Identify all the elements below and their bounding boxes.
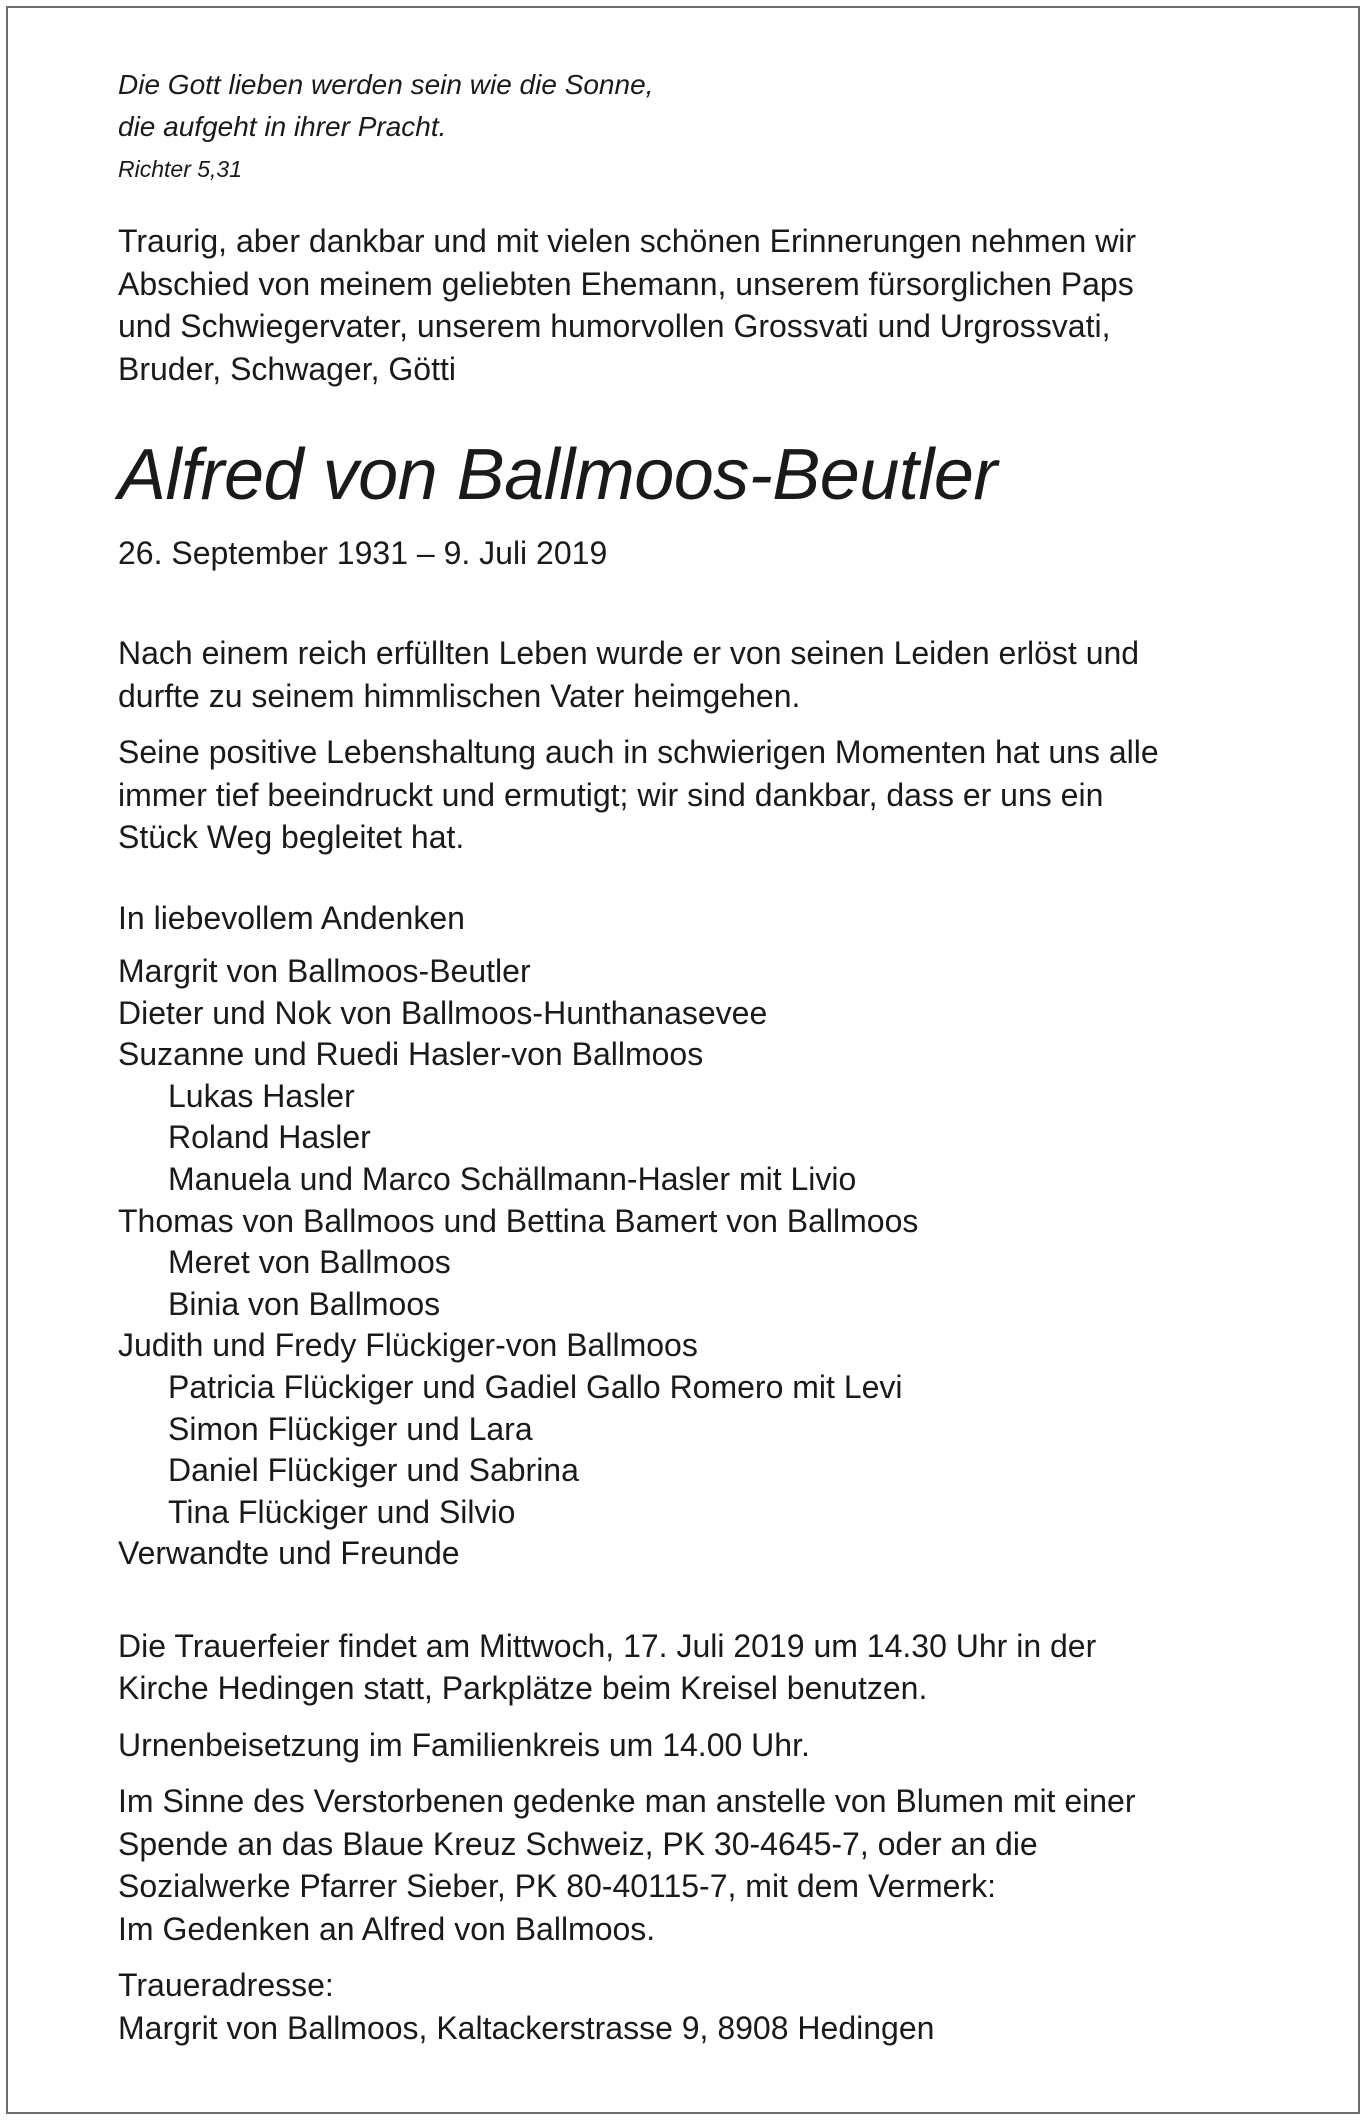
quote-reference: Richter 5,31 — [118, 156, 243, 182]
mourner-name: Judith und Fredy Flückiger-von Ballmoos — [118, 1327, 698, 1364]
mourner-name: Dieter und Nok von Ballmoos-Hunthanasevee — [118, 994, 768, 1031]
deceased-name: Alfred von Ballmoos-Beutler — [118, 435, 997, 515]
mourner-name: Tina Flückiger und Silvio — [168, 1493, 516, 1530]
text-line: durfte zu seinem himmlischen Vater heimgehen. — [118, 677, 801, 714]
text-line: und Schwiegervater, unserem humorvollen Grossvati und Urgrossvati, — [118, 308, 1111, 344]
text-line: Bruder, Schwager, Götti — [118, 350, 456, 387]
text-line: Kirche Hedingen statt, Parkplätze beim Kreisel benutzen. — [118, 1670, 928, 1707]
text-line: Im Gedenken an Alfred von Ballmoos. — [118, 1910, 656, 1947]
text-line: Abschied von meinem geliebten Ehemann, unserem fürsorglichen Paps — [118, 265, 1134, 302]
mourner-name: Simon Flückiger und Lara — [168, 1410, 533, 1447]
mourner-name: Meret von Ballmoos — [168, 1244, 451, 1281]
mourner-name: Margrit von Ballmoos-Beutler — [118, 953, 531, 989]
paragraph-attitude — [118, 731, 1298, 859]
mourner-name: Manuela und Marco Schällmann-Hasler mit Livio — [168, 1160, 857, 1197]
donation-info — [118, 1780, 1298, 1950]
mourner-name: Lukas Hasler — [168, 1077, 355, 1114]
mourners-list — [118, 951, 1298, 1575]
ceremony-info — [118, 1625, 1298, 1710]
burial-info: Urnenbeisetzung im Familienkreis um 14.00 Uhr. — [118, 1726, 810, 1763]
quote-line: Die Gott lieben werden sein wie die Sonne, — [118, 69, 654, 100]
mourner-name: Daniel Flückiger und Sabrina — [168, 1452, 579, 1489]
text-line: Traurig, aber dankbar und mit vielen schönen Erinnerungen nehmen wir — [118, 223, 1137, 259]
text-line: Stück Weg begleitet hat. — [118, 819, 465, 855]
address-value: Margrit von Ballmoos, Kaltackerstrasse 9, 8908 Hedingen — [118, 2009, 935, 2046]
life-dates: 26. September 1931 – 9. Juli 2019 — [118, 535, 608, 571]
remembrance-heading: In liebevollem Andenken — [118, 899, 465, 936]
mourner-name: Patricia Flückiger und Gadiel Gallo Romero mit Levi — [168, 1368, 903, 1405]
text-line: Die Trauerfeier findet am Mittwoch, 17. Juli 2019 um 14.30 Uhr in der — [118, 1627, 1097, 1664]
bible-quote — [118, 64, 1298, 148]
quote-line: die aufgeht in ihrer Pracht. — [118, 111, 447, 142]
text-line: Nach einem reich erfüllten Leben wurde er von seinen Leiden erlöst und — [118, 635, 1140, 671]
mourner-name: Roland Hasler — [168, 1119, 371, 1156]
text-line: immer tief beeindruckt und ermutigt; wir sind dankbar, dass er uns ein — [118, 776, 1104, 813]
text-line: Sozialwerke Pfarrer Sieber, PK 80-40115-7, mit dem Vermerk: — [118, 1868, 996, 1905]
address-label: Traueradresse: — [118, 1967, 334, 2004]
paragraph-life — [118, 632, 1298, 717]
text-line: Spende an das Blaue Kreuz Schweiz, PK 30-4645-7, oder an die — [118, 1825, 1038, 1862]
mourner-name: Thomas von Ballmoos und Bettina Bamert von Ballmoos — [118, 1202, 919, 1239]
mourner-name: Binia von Ballmoos — [168, 1285, 441, 1322]
obituary — [118, 64, 1298, 2049]
mourning-address — [118, 1964, 1298, 2049]
text-line: Seine positive Lebenshaltung auch in schwierigen Momenten hat uns alle — [118, 734, 1159, 770]
mourner-name: Verwandte und Freunde — [118, 1535, 460, 1572]
text-line: Im Sinne des Verstorbenen gedenke man anstelle von Blumen mit einer — [118, 1783, 1136, 1820]
mourner-name: Suzanne und Ruedi Hasler-von Ballmoos — [118, 1036, 704, 1073]
intro-paragraph — [118, 220, 1298, 390]
